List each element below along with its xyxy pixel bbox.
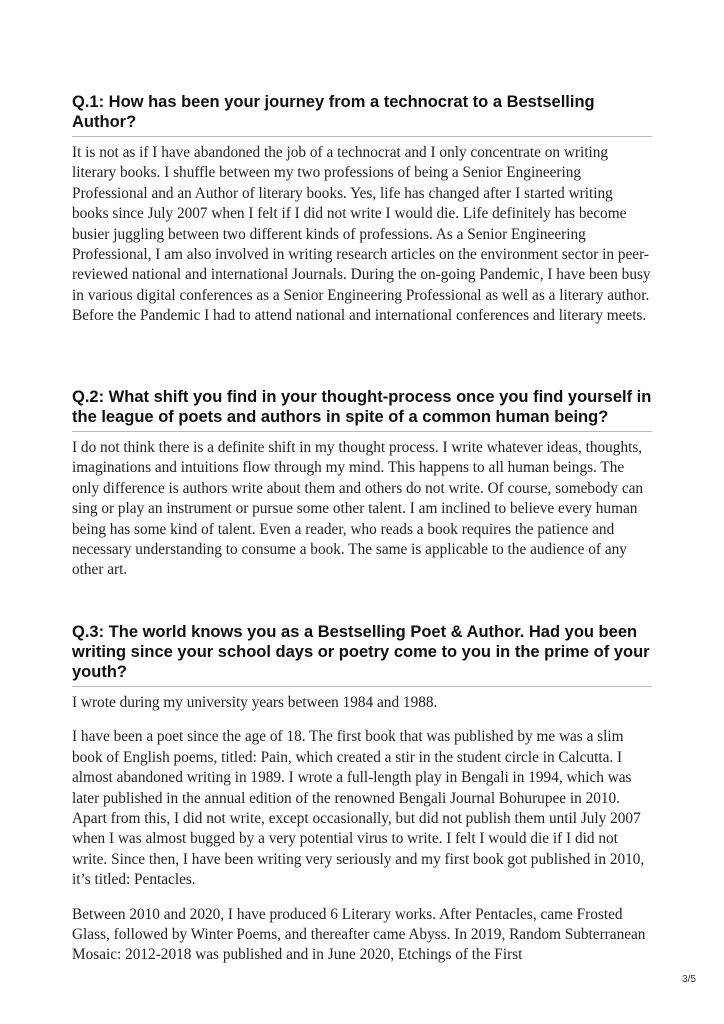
answer-paragraph: Between 2010 and 2020, I have produced 6 Literary works. After Pentacles, came Frosted Glass, followed by Winter Poems, and thereafter came Abyss. In 2019, Random Subterranean Mosaic: 2012-2018 was published and in June 2020, Etchings of the First xyxy=(72,905,646,964)
qa-section-2 xyxy=(72,387,652,595)
question-heading: Q.3: The world knows you as a Bestselling Poet & Author. Had you been writing since your school days or poetry come to you in the prime of your youth? xyxy=(72,623,650,681)
divider-rule xyxy=(72,686,652,687)
divider-rule xyxy=(72,431,652,432)
question-heading: Q.1: How has been your journey from a technocrat to a Bestselling Author? xyxy=(72,93,595,131)
qa-section-1 xyxy=(72,92,652,341)
answer-paragraph: I have been a poet since the age of 18. The first book that was published by me was a slim book of English poems, titled: Pain, which created a stir in the student circle in Calcutta. I almost abandoned writing in 1989. I wrote a full-length play in Bengali in 1994, which was later published in the annual edition of the renowned Bengali Journal Bohurupee in 2010. Apart from this, I did not write, except occasionally, but did not publish them until July 2007 when I was almost bugged by a very potential virus to write. I felt I would die if I did not write. Since then, I have been writing very seriously and my first book got published in 2010, it’s titled: Pentacles. xyxy=(72,728,645,889)
qa-section-3 xyxy=(72,622,652,980)
question-heading: Q.2: What shift you find in your thought-process once you find yourself in the league of poets and authors in spite of a common human being? xyxy=(72,388,652,426)
answer-paragraph: I wrote during my university years between 1984 and 1988. xyxy=(72,694,438,711)
answer-paragraph: It is not as if I have abandoned the job of a technocrat and I only concentrate on writing literary books. I shuffle between my two professions of being a Senior Engineering Professional and an Author of literary books. Yes, life has changed after I started writing books since July 2007 when I felt if I did not write I would die. Life definitely has become busier juggling between two different kinds of professions. As a Senior Engineering Professional, I am also involved in writing research articles on the environment sector in peer-reviewed national and international Journals. During the on-going Pandemic, I have been busy in various digital conferences as a Senior Engineering Professional as well as a literary author. Before the Pandemic I had to attend national and international conferences and literary meets. xyxy=(72,144,651,325)
answer-paragraph: I do not think there is a definite shift in my thought process. I write whatever ideas, thoughts, imaginations and intuitions flow through my mind. This happens to all human beings. The only difference is authors write about them and others do not write. Of course, somebody can sing or play an instrument or pursue some other talent. I am inclined to believe every human being has some kind of talent. Even a reader, who reads a book requires the patience and necessary understanding to consume a book. The same is applicable to the audience of any other art. xyxy=(72,439,644,579)
divider-rule xyxy=(72,136,652,137)
page-number: 3/5 xyxy=(682,974,696,985)
